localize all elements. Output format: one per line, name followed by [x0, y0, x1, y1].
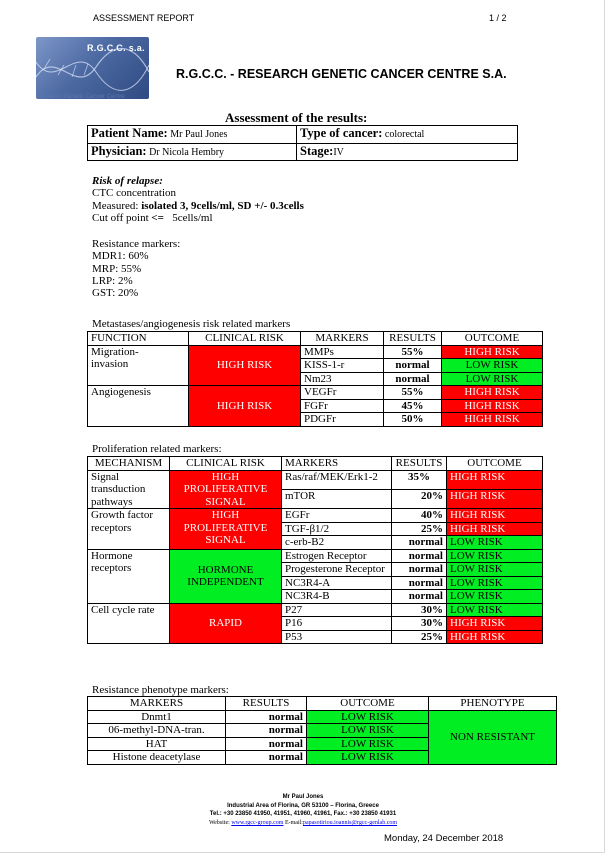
marker-cell: NC3R4-B	[282, 590, 392, 604]
metastases-caption: Metastases/angiogenesis risk related markers	[92, 318, 291, 330]
outcome-cell: LOW RISK	[447, 590, 543, 604]
result-cell: normal	[392, 549, 447, 563]
resistance-item: MDR1: 60%	[92, 250, 149, 263]
outcome-cell: LOW RISK	[442, 372, 543, 386]
marker-cell: P53	[282, 630, 392, 644]
resistance-item: GST: 20%	[92, 287, 139, 300]
phenotype-cell: NON RESISTANT	[429, 710, 557, 764]
outcome-cell: LOW RISK	[447, 536, 543, 550]
clinical-risk-cell: HIGH PROLIFERATIVE SIGNAL	[170, 509, 282, 550]
footer-tel: Tel.: +30 23850 41950, 41951, 41960, 41961, Fax.: +30 23850 41931	[209, 811, 397, 817]
clinical-risk-cell: HIGH RISK	[189, 386, 301, 427]
email-link[interactable]: papasotiriou.ioannis@rgcc-genlab.com	[302, 820, 398, 826]
table-row	[88, 345, 543, 359]
result-cell: 25%	[392, 522, 447, 536]
clinical-risk-cell: HIGH RISK	[189, 345, 301, 386]
outcome-cell: LOW RISK	[307, 710, 429, 724]
result-cell: normal	[392, 563, 447, 577]
column-header: CLINICAL RISK	[170, 457, 282, 471]
column-header: PHENOTYPE	[429, 697, 557, 711]
result-cell: normal	[392, 590, 447, 604]
result-cell: 40%	[392, 509, 447, 523]
cancer-type-label: Type of cancer:	[300, 126, 383, 140]
metastases-table	[87, 331, 543, 427]
mechanism-cell: Cell cycle rate	[88, 603, 170, 644]
result-cell: normal	[384, 359, 442, 373]
physician-cell	[88, 143, 297, 161]
result-cell: 35%	[392, 470, 447, 489]
result-cell: 25%	[392, 630, 447, 644]
column-header: OUTCOME	[307, 697, 429, 711]
page-number: 1 / 2	[489, 13, 507, 23]
cutoff-symbol: <=	[151, 211, 164, 224]
table-row	[88, 549, 543, 563]
physician-label: Physician:	[91, 143, 147, 158]
clinical-risk-cell: HIGH PROLIFERATIVE SIGNAL	[170, 470, 282, 509]
stage-cell	[297, 143, 518, 161]
stage-label: Stage:	[300, 143, 334, 158]
resistance-title: Resistance markers:	[92, 238, 181, 250]
outcome-cell: HIGH RISK	[447, 470, 543, 489]
outcome-cell: LOW RISK	[447, 603, 543, 617]
result-cell: 30%	[392, 617, 447, 631]
marker-cell: mTOR	[282, 489, 392, 508]
result-cell: 55%	[384, 386, 442, 400]
column-header: CLINICAL RISK	[189, 332, 301, 346]
proliferation-header-row	[88, 457, 543, 471]
section-title: Assessment of the results:	[225, 110, 368, 125]
result-cell: 55%	[384, 345, 442, 359]
outcome-cell: HIGH RISK	[447, 522, 543, 536]
metastases-header-row	[88, 332, 543, 346]
column-header: MARKERS	[301, 332, 384, 346]
proliferation-table	[87, 456, 543, 644]
footer-address: Industrial Area of Florina, GR 53100 – Florina, Greece	[227, 803, 379, 809]
marker-cell: EGFr	[282, 509, 392, 523]
outcome-cell: HIGH RISK	[442, 345, 543, 359]
outcome-cell: LOW RISK	[307, 751, 429, 765]
marker-cell: NC3R4-A	[282, 576, 392, 590]
report-date: Monday, 24 December 2018	[384, 833, 504, 844]
result-cell: normal	[392, 536, 447, 550]
clinical-risk-cell: RAPID	[170, 603, 282, 644]
logo-subtitle: Research Genetic Cancer Centre	[36, 94, 125, 100]
result-cell: normal	[226, 710, 307, 724]
result-cell: 20%	[392, 489, 447, 508]
marker-cell: FGFr	[301, 399, 384, 413]
result-cell: normal	[226, 737, 307, 751]
email-label: E-mail:	[284, 820, 303, 826]
patient-name-label: Patient Name:	[91, 126, 168, 140]
logo-text: R.G.C.C. s.a.	[87, 43, 145, 53]
measured-label: Measured:	[92, 199, 139, 212]
relapse-block	[92, 175, 304, 224]
outcome-cell: HIGH RISK	[447, 630, 543, 644]
column-header: FUNCTION	[88, 332, 189, 346]
outcome-cell: LOW RISK	[307, 737, 429, 751]
phenotype-caption: Resistance phenotype markers:	[92, 684, 229, 696]
footer-contact	[0, 820, 606, 826]
result-cell: normal	[226, 751, 307, 765]
patient-name-cell	[88, 126, 297, 144]
clinical-risk-cell: HORMONE INDEPENDENT	[170, 549, 282, 603]
marker-cell: TGF-β1/2	[282, 522, 392, 536]
mechanism-cell: Growth factor receptors	[88, 509, 170, 550]
column-header: OUTCOME	[447, 457, 543, 471]
phenotype-table	[87, 696, 557, 765]
outcome-cell: LOW RISK	[447, 563, 543, 577]
marker-cell: c-erb-B2	[282, 536, 392, 550]
physician-name: Dr Nicola Hembry	[149, 146, 225, 158]
column-header: OUTCOME	[442, 332, 543, 346]
resistance-item: LRP: 2%	[92, 274, 133, 287]
outcome-cell: HIGH RISK	[442, 413, 543, 427]
marker-cell: PDGFr	[301, 413, 384, 427]
organization-title: R.G.C.C. - RESEARCH GENETIC CANCER CENTRE S.A.	[176, 67, 507, 81]
table-row	[88, 509, 543, 523]
result-cell: 45%	[384, 399, 442, 413]
marker-cell: HAT	[88, 737, 226, 751]
function-cell: Migration- invasion	[88, 345, 189, 386]
relapse-title: Risk of relapse:	[92, 175, 163, 187]
marker-cell: Progesterone Receptor	[282, 563, 392, 577]
resistance-item: MRP: 55%	[92, 262, 142, 275]
marker-cell: P16	[282, 617, 392, 631]
stage-value: IV	[333, 146, 344, 158]
cutoff-line	[92, 212, 304, 224]
column-header: MECHANISM	[88, 457, 170, 471]
outcome-cell: HIGH RISK	[447, 617, 543, 631]
outcome-cell: HIGH RISK	[447, 489, 543, 508]
marker-cell: VEGFr	[301, 386, 384, 400]
marker-cell: Nm23	[301, 372, 384, 386]
outcome-cell: HIGH RISK	[447, 509, 543, 523]
footer-name: Mr Paul Jones	[282, 794, 324, 800]
marker-cell: MMPs	[301, 345, 384, 359]
result-cell: normal	[226, 724, 307, 738]
patient-name: Mr Paul Jones	[170, 129, 228, 140]
measured-value: isolated 3, 9cells/ml, SD +/- 0.3cells	[141, 199, 304, 212]
outcome-cell: LOW RISK	[447, 576, 543, 590]
marker-cell: KISS-1-r	[301, 359, 384, 373]
marker-cell: Estrogen Receptor	[282, 549, 392, 563]
outcome-cell: LOW RISK	[447, 549, 543, 563]
proliferation-caption: Proliferation related markers:	[92, 443, 222, 455]
marker-cell: 06-methyl-DNA-tran.	[88, 724, 226, 738]
cutoff-value: 5cells/ml	[172, 211, 213, 224]
column-header: RESULTS	[226, 697, 307, 711]
outcome-cell: LOW RISK	[307, 724, 429, 738]
outcome-cell: HIGH RISK	[442, 399, 543, 413]
result-cell: normal	[392, 576, 447, 590]
website-link[interactable]: www.rgcc-group.com	[231, 820, 284, 826]
column-header: RESULTS	[392, 457, 447, 471]
marker-cell: P27	[282, 603, 392, 617]
column-header: MARKERS	[282, 457, 392, 471]
mechanism-cell: Hormone receptors	[88, 549, 170, 603]
cancer-type: colorectal	[384, 129, 425, 140]
resistance-markers-block	[92, 238, 180, 299]
table-row	[88, 470, 543, 489]
rgcc-logo	[36, 37, 149, 99]
report-header-title: ASSESSMENT REPORT	[93, 13, 195, 23]
column-header: MARKERS	[88, 697, 226, 711]
cutoff-label: Cut off point	[92, 211, 149, 224]
result-cell: 50%	[384, 413, 442, 427]
table-row	[88, 710, 557, 724]
function-cell: Angiogenesis	[88, 386, 189, 427]
result-cell: 30%	[392, 603, 447, 617]
column-header: RESULTS	[384, 332, 442, 346]
marker-cell: Histone deacetylase	[88, 751, 226, 765]
ctc-concentration: CTC concentration	[92, 187, 177, 200]
patient-info-table	[87, 125, 518, 161]
table-row	[88, 386, 543, 400]
outcome-cell: HIGH RISK	[442, 386, 543, 400]
outcome-cell: LOW RISK	[442, 359, 543, 373]
result-cell: normal	[384, 372, 442, 386]
phenotype-header-row	[88, 697, 557, 711]
marker-cell: Ras/raf/MEK/Erk1-2	[282, 470, 392, 489]
measured-line	[92, 200, 304, 212]
cancer-type-cell	[297, 126, 518, 144]
marker-cell: Dnmt1	[88, 710, 226, 724]
website-label: Website:	[208, 820, 230, 826]
mechanism-cell: Signal transduction pathways	[88, 470, 170, 509]
table-row	[88, 603, 543, 617]
